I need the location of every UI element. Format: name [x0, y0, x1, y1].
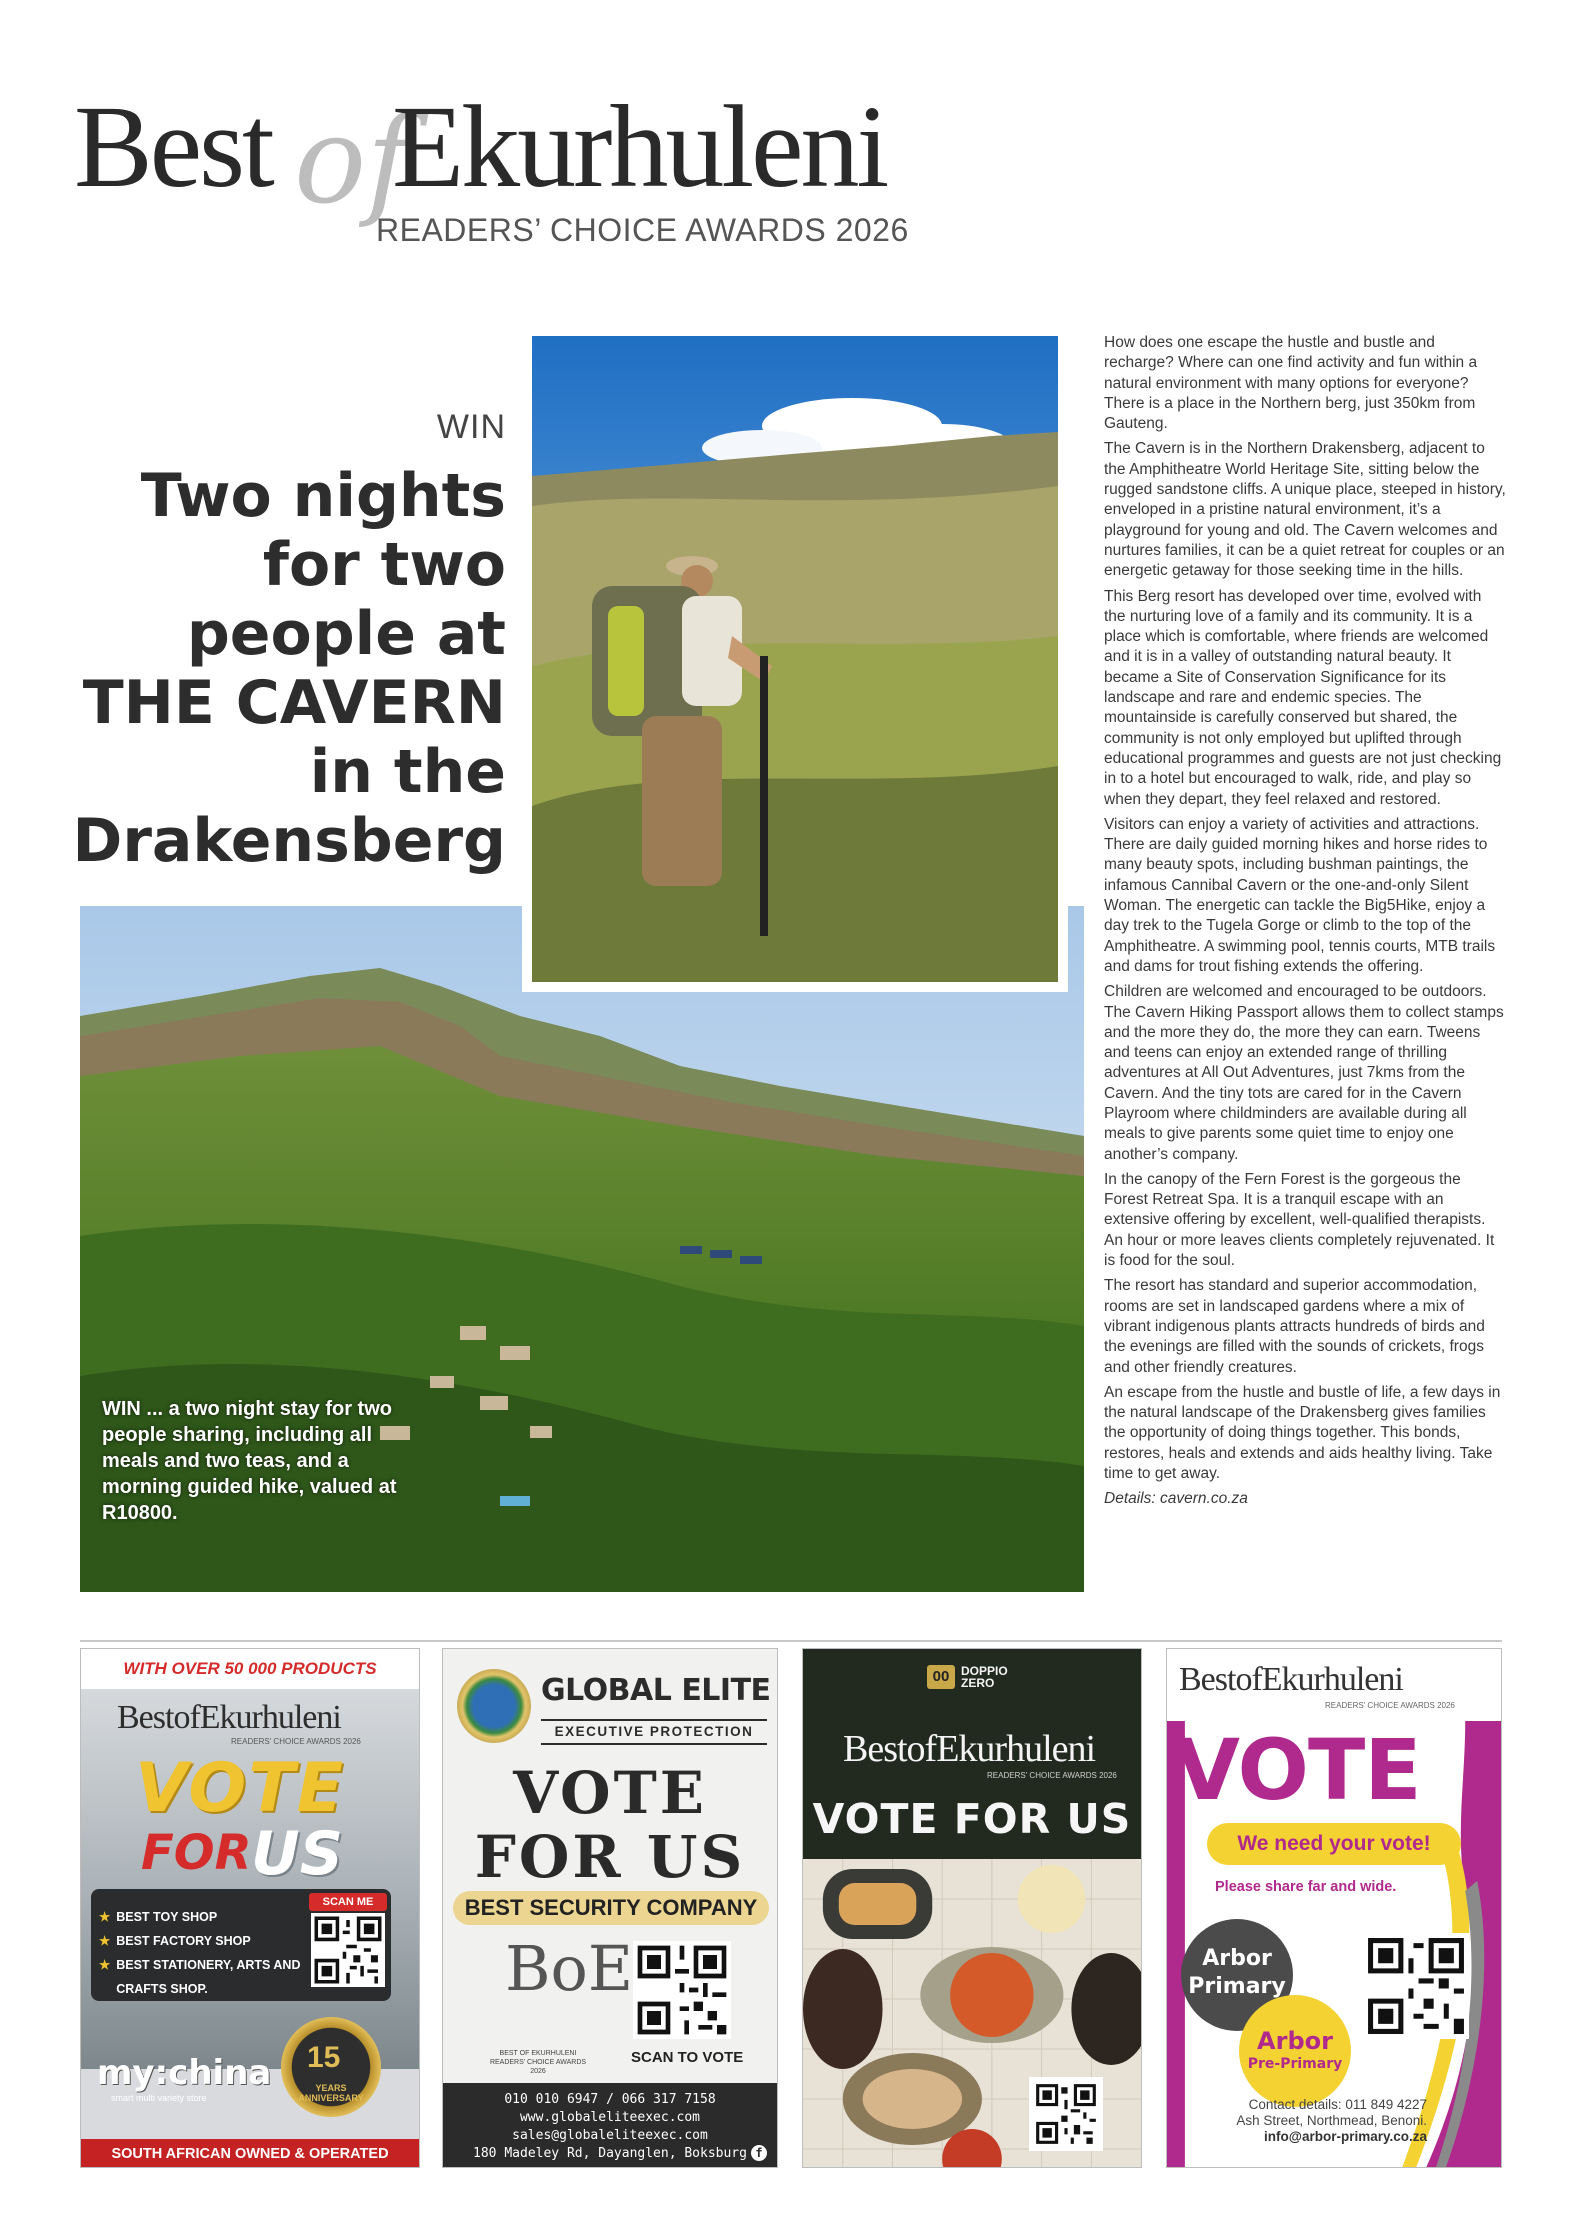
anniversary-number: 15 [307, 2041, 341, 2074]
win-label: WIN [436, 408, 506, 446]
arbor-best-logo: BestofEkurhuleni [1179, 1661, 1403, 1698]
arbor-vote: VOTE [1175, 1721, 1421, 1819]
doppio-logo-icon: 00 [927, 1665, 955, 1689]
masthead-of: of [294, 92, 411, 231]
best-security-band: BEST SECURITY COMPANY [453, 1891, 769, 1925]
mychina-best-sub: READERS' CHOICE AWARDS 2026 [231, 1737, 361, 1746]
article-paragraph: Visitors can enjoy a variety of activities and attractions. There are daily guided morning hikes and horse rides to many beauty spots, including bushman paintings, the infamous Cannibal Cavern or the one-and-only Silent Woman. The energetic can tackle the Big5Hike, enjoy a day trek to the Tugela Gorge or climb to the top of the Amphitheatre. A swimming pool, tennis courts, MTB trails and dams for trout fishing extends the offering. [1104, 815, 1496, 975]
headline-line: for two [262, 530, 506, 600]
global-elite-subtitle: EXECUTIVE PROTECTION [541, 1719, 767, 1745]
headline-line: Drakensberg [72, 806, 506, 876]
photo-caption: WIN ... a two night stay for two people sharing, including all meals and two teas, and a morning guided hike, valued at R10800. [102, 1398, 397, 1524]
headline [6, 462, 506, 876]
headline-line: in the [309, 737, 506, 807]
masthead-subtitle: READERS’ CHOICE AWARDS 2026 [376, 212, 909, 248]
email-link[interactable]: info@arbor-primary.co.za [1264, 2129, 1427, 2144]
boe-logo: BoE [505, 1932, 634, 2005]
address: 180 Madeley Rd, Dayanglen, Boksburg [473, 2146, 747, 2161]
mychina-logo: my:china [97, 2053, 272, 2093]
arbor-primary-circle: Arbor Primary [1181, 1919, 1293, 2031]
mychina-category-list [99, 1905, 300, 2001]
need-your-vote-banner: We need your vote! [1207, 1823, 1461, 1865]
contact-address: Ash Street, Northmead, Benoni. [1236, 2113, 1427, 2128]
article-paragraph: The Cavern is in the Northern Drakensberg, adjacent to the Amphitheatre World Heritage Site, sitting below the rugged sandstone cliffs. A unique place, steeped in history, enveloped in a pristine natural environment, it’s a playground for young and old. The Cavern welcomes and nurtures families, it can be a quiet retreat for couples or an energetic getaway for those seeking time in the hills. [1104, 440, 1506, 580]
article-paragraph: Children are welcomed and encouraged to be outdoors. The Cavern Hiking Passport allows them to collect stamps and the more they do, the more they can earn. Tweens and teens can enjoy an extended range of thrilling adventures at All Out Adventures, just 7kms from the Cavern. And the tiny tots are cared for in the Cavern Playroom where childminders are available during all meals to give parents some quiet time to enjoy one another’s company. [1104, 983, 1504, 1163]
global-elite-title: GLOBAL ELITE [541, 1673, 771, 1708]
mychina-for: FOR [141, 1825, 252, 1881]
arbor-ad [1166, 1648, 1502, 2168]
scan-me-label: SCAN ME [309, 1893, 387, 1911]
global-elite-vote: VOTE FOR US [474, 1759, 746, 1891]
arbor-best-sub: READERS' CHOICE AWARDS 2026 [1325, 1701, 1455, 1710]
article-paragraph: The resort has standard and superior accommodation, rooms are set in landscaped gardens where a mix of vibrant indigenous plants attracts hundreds of birds and the evenings are filled with the sounds of crickets, frogs and other friendly creatures. [1104, 1277, 1485, 1376]
scan-to-vote-label: SCAN TO VOTE [631, 2049, 744, 2066]
arbor-contact [1177, 2097, 1427, 2145]
hiker-photo [522, 326, 1068, 992]
article-details: Details: cavern.co.za [1104, 1490, 1248, 1508]
masthead [74, 81, 1034, 258]
global-elite-ad [442, 1648, 778, 2168]
website-link[interactable]: www.globaleliteexec.com [519, 2110, 700, 2125]
doppio-zero-ad [802, 1648, 1142, 2168]
boe-logo-sub: BEST OF EKURHULENI READERS' CHOICE AWARDS 2026 [489, 2050, 587, 2075]
qr-code-icon[interactable] [311, 1913, 385, 1987]
list-item: CRAFTS SHOP. [116, 1982, 208, 1996]
mychina-vote: VOTE [135, 1749, 346, 1828]
headline-line: Two nights [140, 461, 506, 531]
mychina-logo-sub: smart multi variety store [111, 2093, 207, 2103]
star-icon: ★ [99, 1934, 111, 1948]
star-icon: ★ [99, 1958, 111, 1972]
mychina-top-banner: WITH OVER 50 000 PRODUCTS [81, 1649, 419, 1689]
qr-code-icon[interactable] [1363, 1933, 1469, 2039]
article-paragraph: An escape from the hustle and bustle of life, a few days in the natural landscape of the Drakensberg gives families the opportunity of doing things together. This bonds, restores, heals and extends and aids healthy living. Take time to get away. [1104, 1383, 1501, 1483]
mychina-us: US [251, 1819, 343, 1889]
doppio-best-sub: READERS' CHOICE AWARDS 2026 [987, 1771, 1117, 1780]
star-icon: ★ [99, 1910, 111, 1924]
doppio-brand: DOPPIO ZERO [961, 1664, 1008, 1690]
mychina-best-logo: BestofEkurhuleni [117, 1699, 341, 1736]
contact-phone: Contact details: 011 849 4227 [1248, 2097, 1427, 2112]
headline-line: THE CAVERN [82, 668, 506, 738]
phone-number: 010 010 6947 / 066 317 7158 [504, 2092, 716, 2107]
globe-seal-icon [457, 1669, 531, 1743]
article-paragraph: How does one escape the hustle and bustle and recharge? Where can one find activity and fun within a natural environment with many options for everyone? There is a place in the Northern berg, just 350km from Gauteng. [1104, 334, 1478, 433]
arbor-pre-primary-circle: Arbor Pre-Primary [1239, 1995, 1351, 2107]
list-item: ★ BEST STATIONERY, ARTS AND [99, 1958, 301, 1972]
article-paragraph: In the canopy of the Fern Forest is the gorgeous the Forest Retreat Spa. It is a tranquil escape with an extensive offering by excellent, well-qualified therapists. An hour or more leaves clients completely rejuvenated. It is food for the soul. [1104, 1170, 1495, 1270]
list-item: ★ BEST FACTORY SHOP [99, 1934, 251, 1948]
doppio-best-logo: BestofEkurhuleni [843, 1728, 1096, 1770]
share-text: Please share far and wide. [1215, 1879, 1397, 1895]
anniversary-text: YEARS ANNIVERSARY [298, 2083, 364, 2103]
mychina-bottom-banner: SOUTH AFRICAN OWNED & OPERATED [81, 2139, 419, 2168]
mychina-ad [80, 1648, 420, 2168]
article [1104, 333, 1506, 1515]
email-link[interactable]: sales@globaleliteexec.com [512, 2128, 708, 2143]
facebook-icon[interactable]: f [751, 2145, 767, 2161]
masthead-ekurhuleni: Ekurhuleni [392, 81, 887, 212]
qr-code-icon[interactable] [1029, 2077, 1103, 2151]
divider [80, 1640, 1502, 1642]
masthead-best: Best [74, 81, 272, 212]
doppio-vote: VOTE FOR US [812, 1795, 1132, 1843]
article-paragraph: This Berg resort has developed over time, evolved with the nurturing love of a family and its community. It is a place which is comfortable, where friends are welcomed and it is in a valley of outstanding natural beauty. It became a Site of Conservation Significance for its landscape and rare and endemic species. The mountainside is carefully conserved but shared, the community is not only employed but uplifted through educational programmes and guests are not just checking in to a hotel but encouraged to walk, ride, and play so when they depart, they feel relaxed and restored. [1104, 587, 1502, 808]
list-item: ★ BEST TOY SHOP [99, 1910, 218, 1924]
global-elite-footer [443, 2083, 777, 2168]
qr-code-icon[interactable] [633, 1941, 731, 2039]
headline-line: people at [186, 599, 506, 669]
